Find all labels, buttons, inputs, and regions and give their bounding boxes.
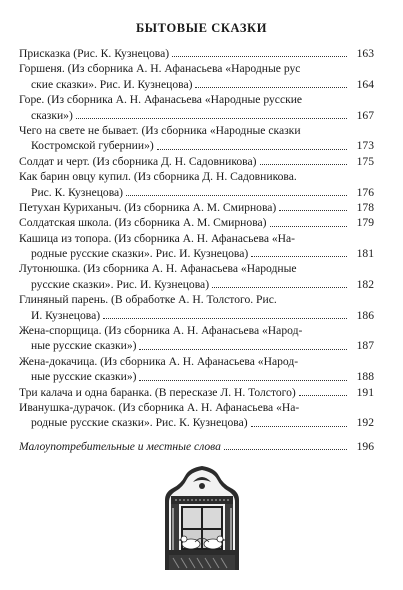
- toc-entry-line: [19, 185, 374, 200]
- dot-leader: [76, 118, 347, 119]
- toc-entry-line: [19, 77, 374, 92]
- toc-entry-text: родные русские сказки». Рис. К. Кузнецова): [31, 416, 248, 430]
- page-number: 176: [356, 185, 374, 199]
- toc-entry-line: [19, 138, 374, 153]
- toc-entry-text: Горе. (Из сборника А. Н. Афанасьева «Народные русские: [19, 93, 303, 107]
- toc-entry-line: [19, 169, 374, 184]
- dot-leader: [299, 395, 347, 396]
- toc-entry-line: [19, 231, 374, 246]
- toc-entry: [19, 200, 374, 215]
- toc-entry-text: Лутонюшка. (Из сборника А. Н. Афанасьева «Народные: [19, 262, 297, 276]
- toc-entry-line: [19, 215, 374, 230]
- toc-entry-line: [19, 246, 374, 261]
- toc-entry-text: Глиняный парень. (В обработке А. Н. Толстого. Рис.: [19, 293, 277, 307]
- toc-entry-line: [19, 46, 374, 61]
- toc-entry-line: [19, 92, 374, 107]
- toc-entry-text: И. Кузнецова): [31, 308, 101, 322]
- toc-entry-line: [19, 200, 374, 215]
- toc-entry: [19, 385, 374, 400]
- toc-entry-glossary: [19, 439, 374, 454]
- toc-entry: [19, 354, 374, 385]
- toc-entry-text: Рис. К. Кузнецова): [31, 185, 124, 199]
- table-of-contents: [19, 46, 374, 454]
- dot-leader: [212, 287, 347, 288]
- toc-entry-line: [19, 308, 374, 323]
- dot-leader: [251, 256, 347, 257]
- toc-entry: [19, 169, 374, 200]
- dot-leader: [270, 226, 347, 227]
- toc-entry-line: [19, 277, 374, 292]
- toc-entry: [19, 323, 374, 354]
- toc-entry-text: Присказка (Рис. К. Кузнецова): [19, 46, 170, 60]
- toc-entry: [19, 123, 374, 154]
- toc-entry-text: Солдат и черт. (Из сборника Д. Н. Садовникова): [19, 154, 257, 168]
- toc-entry-line: [19, 154, 374, 169]
- dot-leader: [139, 349, 347, 350]
- page-number: 164: [356, 77, 374, 91]
- toc-entry-text: Петухан Куриханыч. (Из сборника А. М. Смирнова): [19, 200, 277, 214]
- toc-entry-line: [19, 261, 374, 276]
- page-number: 191: [356, 385, 374, 399]
- toc-entry-text: Три калача и одна баранка. (В пересказе Л. Н. Толстого): [19, 385, 296, 399]
- dot-leader: [126, 195, 347, 196]
- toc-entry-line: [19, 400, 374, 415]
- toc-entry-line: [19, 338, 374, 353]
- toc-entry-text: ные русские сказки»): [31, 339, 137, 353]
- toc-entry-text: ные русские сказки»): [31, 370, 137, 384]
- dot-leader: [279, 210, 347, 211]
- page-number: 186: [356, 308, 374, 322]
- page-number: 182: [356, 277, 374, 291]
- toc-entry-text: Малоупотребительные и местные слова: [19, 439, 221, 453]
- dot-leader: [172, 56, 347, 57]
- toc-entry: [19, 231, 374, 262]
- ornament-window-doves-icon: [155, 462, 249, 572]
- page-number: 188: [356, 370, 374, 384]
- toc-entry-line: [19, 323, 374, 338]
- dot-leader: [251, 426, 347, 427]
- toc-entry-line: [19, 369, 374, 384]
- toc-entry-text: Иванушка-дурачок. (Из сборника А. Н. Афанасьева «На-: [19, 400, 300, 414]
- toc-entry: [19, 154, 374, 169]
- toc-entry-line: [19, 385, 374, 400]
- page-number: 167: [356, 108, 374, 122]
- toc-entry-text: родные русские сказки». Рис. И. Кузнецова): [31, 247, 249, 261]
- toc-entry-text: Чего на свете не бывает. (Из сборника «Народные сказки: [19, 123, 301, 137]
- toc-entry: [19, 261, 374, 292]
- dot-leader: [224, 449, 347, 450]
- toc-entry-text: Жена-спорщица. (Из сборника А. Н. Афанасьева «Народ-: [19, 324, 303, 338]
- dot-leader: [260, 164, 348, 165]
- toc-entry-line: [19, 292, 374, 307]
- toc-entry-line: [19, 415, 374, 430]
- spacer: [19, 431, 374, 439]
- toc-entry-text: Солдатская школа. (Из сборника А. М. Смирнова): [19, 216, 267, 230]
- toc-entry: [19, 46, 374, 61]
- toc-entry-text: Как барин овцу купил. (Из сборника Д. Н. Садовникова.: [19, 170, 297, 184]
- toc-entry-text: сказки»): [31, 108, 73, 122]
- toc-entry: [19, 215, 374, 230]
- toc-entry-line: [19, 61, 374, 76]
- dot-leader: [139, 380, 347, 381]
- page-number: 179: [356, 216, 374, 230]
- page-number: 173: [356, 139, 374, 153]
- page-number: 178: [356, 200, 374, 214]
- section-title: БЫТОВЫЕ СКАЗКИ: [135, 21, 268, 35]
- toc-entry-line: [19, 123, 374, 138]
- page-number: 181: [356, 247, 374, 261]
- toc-entry: [19, 292, 374, 323]
- toc-entry-text: Жена-докачица. (Из сборника А. Н. Афанасьева «Народ-: [19, 354, 299, 368]
- page-number: 196: [356, 439, 374, 453]
- toc-entry-text: Горшеня. (Из сборника А. Н. Афанасьева «Народные рус: [19, 62, 301, 76]
- page-number: 192: [356, 416, 374, 430]
- toc-entry: [19, 92, 374, 123]
- toc-entry-text: Костромской губернии»): [31, 139, 154, 153]
- page-number: 187: [356, 339, 374, 353]
- toc-entry-text: Кашица из топора. (Из сборника А. Н. Афанасьева «На-: [19, 231, 296, 245]
- toc-entry-line: [19, 108, 374, 123]
- page-number: 175: [356, 154, 374, 168]
- dot-leader: [157, 149, 347, 150]
- toc-entry-text: ские сказки». Рис. И. Кузнецова): [31, 77, 193, 91]
- toc-entry: [19, 61, 374, 92]
- toc-entry-line: [19, 354, 374, 369]
- toc-entry-text: русские сказки». Рис. И. Кузнецова): [31, 277, 210, 291]
- page-number: 163: [356, 46, 374, 60]
- toc-entry: [19, 400, 374, 431]
- dot-leader: [195, 87, 347, 88]
- dot-leader: [103, 318, 347, 319]
